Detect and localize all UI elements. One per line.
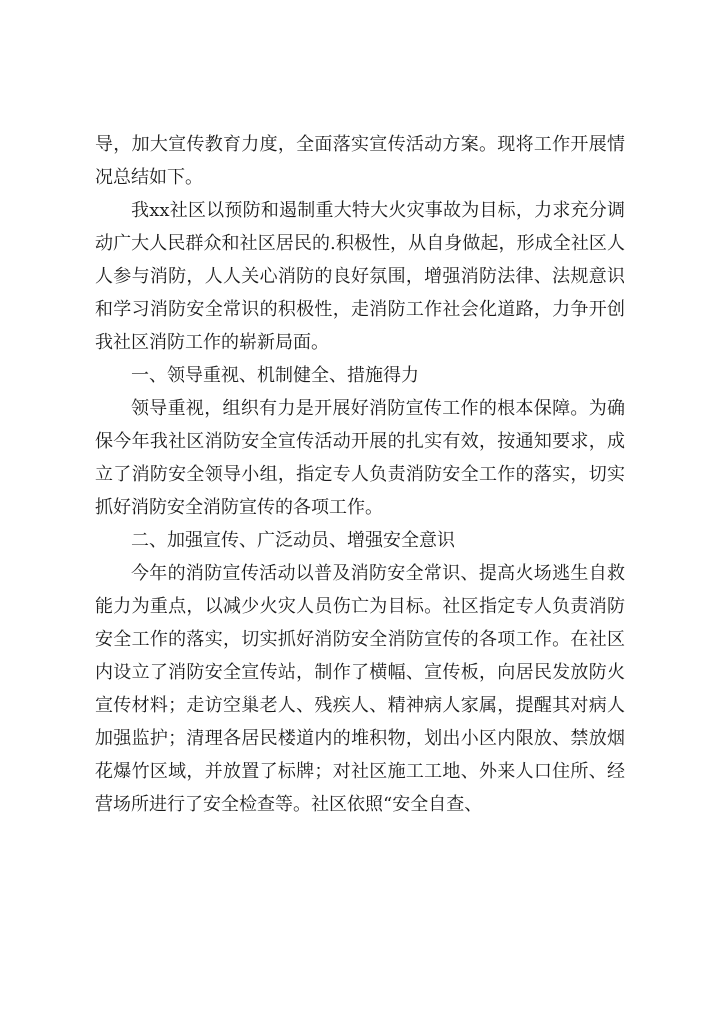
paragraph-publicity: 今年的消防宣传活动以普及消防安全常识、提高火场逃生自救能力为重点，以减少火灾人员伤亡为目标。社区指定专人负责消防安全工作的落实，切实抓好消防安全消防宣传的各项工作。在社区内设立了消防安全宣传站，制作了横幅、宣传板，向居民发放防火宣传材料；走访空巢老人、残疾人、精神病人家属，提醒其对病人加强监护；清理各居民楼道内的堆积物，划出小区内限放、禁放烟花爆竹区域，并放置了标牌；对社区施工工地、外来人口住所、经营场所进行了安全检查等。社区依照“安全自查、 [95,563,625,815]
section-heading-2: 二、加强宣传、广泛动员、增强安全意识 [131,530,455,551]
document-body [95,128,625,821]
paragraph-intro-continuation: 导，加大宣传教育力度，全面落实宣传活动方案。现将工作开展情况总结如下。 [95,134,625,188]
paragraph-leadership: 领导重视，组织有力是开展好消防宣传工作的根本保障。为确保今年我社区消防安全宣传活动开展的扎实有效，按通知要求，成立了消防安全领导小组，指定专人负责消防安全工作的落实，切实抓好消防安全消防宣传的各项工作。 [95,398,625,518]
paragraph-goal: 我xx社区以预防和遏制重大特大火灾事故为目标，力求充分调动广大人民群众和社区居民的.积极性，从自身做起，形成全社区人人参与消防，人人关心消防的良好氛围，增强消防法律、法规意识和学习消防安全常识的积极性，走消防工作社会化道路，力争开创我社区消防工作的崭新局面。 [95,200,625,353]
section-heading-1: 一、领导重视、机制健全、措施得力 [131,365,419,386]
